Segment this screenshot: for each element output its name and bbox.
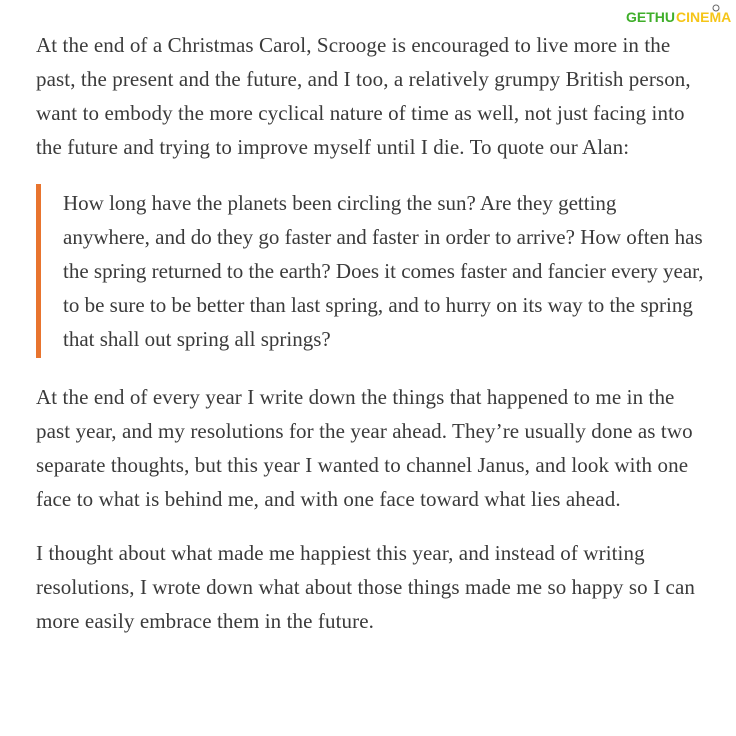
gethu-cinema-watermark [624,4,732,26]
paragraph-christmas-carol: At the end of a Christmas Carol, Scrooge is encouraged to live more in the past, the present and the future, and I too, a relatively grumpy British person, want to embody the more cyclical nature of time as well, not just facing into the future and trying to improve myself until I die. To quote our Alan: [36,33,691,159]
article-body [36,28,708,638]
paragraph-happiest: I thought about what made me happiest this year, and instead of writing resolutions, I wrote down what about those things made me so happy so I can more easily embrace them in the future. [36,541,695,633]
watermark-left-text: GETHU [626,9,675,25]
watermark-right-text: CINEMA [676,9,732,25]
paragraph-end-of-year: At the end of every year I write down the things that happened to me in the past year, and my resolutions for the year ahead. They’re usually done as two separate thoughts, but this year I wanted to channel Janus, and look with one face to what is behind me, and with one face toward what lies ahead. [36,385,693,511]
alan-watts-quote: How long have the planets been circling the sun? Are they getting anywhere, and do they go faster and faster in order to arrive? How often has the spring returned to the earth? Does it comes faster and fancier every year, to be sure to be better than last spring, and to hurry on its way to the spring that shall out spring all springs? [36,184,708,358]
